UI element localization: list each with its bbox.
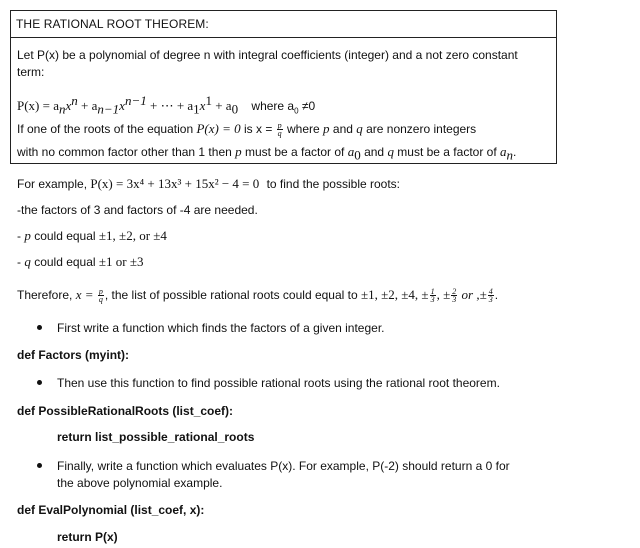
theorem-condition-line-2: with no common factor other than 1 then p must be a factor of $a_0$ and q must be a factor of $a_n$. [17,144,517,163]
theorem-box [10,10,557,164]
def-possible-rational-roots: def PossibleRationalRoots (list_coef): [17,404,234,418]
p-values-line: - p could equal ±1, ±2, or ±4 [17,228,167,243]
task-bullet-3-line-2: the above polynomial example. [57,476,223,490]
factors-line: -the factors of 3 and factors of -4 are needed. [17,203,258,217]
theorem-text-line-1: Let P(x) be a polynomial of degree n with integral coefficients (integer) and a not zero constant [17,48,518,62]
def-eval-polynomial: def EvalPolynomial (list_coef, x): [17,503,205,517]
therefore-fraction: $\frac{p}{q}$ [98,287,103,305]
poly-lhs: P(x) = a [17,98,59,113]
therefore-line: Therefore, x = $\frac{p}{q}$ , the list of possible rational roots could equal to ±1, ±2, ±4, ± $\frac{1}{3}$ , ± $\frac{2}{3}$ or ,± $\frac{4}{3}$ . [17,287,499,305]
q-values-line: - q could equal ±1 or ±3 [17,254,144,269]
bullet-icon [37,380,42,385]
def-factors: def Factors (myint): [17,348,130,362]
bullet-icon [37,325,42,330]
return-p-x: return P(x) [57,530,118,544]
p-over-q-fraction: $\frac{p}{q}$ [277,121,282,139]
task-bullet-3-line-1: Finally, write a function which evaluates P(x). For example, P(-2) should return a 0 for [57,459,510,473]
polynomial-definition: $P(x) = a_nx^n + a_{n-1}x^{n-1}$ + ⋯ + $a_1x^1 + a_0$ where $a_0 \ne 0$ [17,93,316,117]
task-bullet-1: First write a function which finds the factors of a given integer. [57,321,385,335]
theorem-condition-line-1: If one of the roots of the equation P(x) = 0 is x = $\frac{p}{q}$ where p and q are nonzero integers [17,121,477,139]
example-intro: For example, P(x) = 3x⁴ + 13x³ + 15x² − 4 = 0 to find the possible roots: [17,176,401,191]
example-equation: P(x) = 3x⁴ + 13x³ + 15x² − 4 = 0 [90,176,260,191]
theorem-text-line-2: term: [17,65,45,79]
theorem-title: THE RATIONAL ROOT THEOREM: [11,11,556,38]
task-bullet-2: Then use this function to find possible rational roots using the rational root theorem. [57,376,500,390]
bullet-icon [37,463,42,468]
return-possible-roots: return list_possible_rational_roots [57,430,255,444]
